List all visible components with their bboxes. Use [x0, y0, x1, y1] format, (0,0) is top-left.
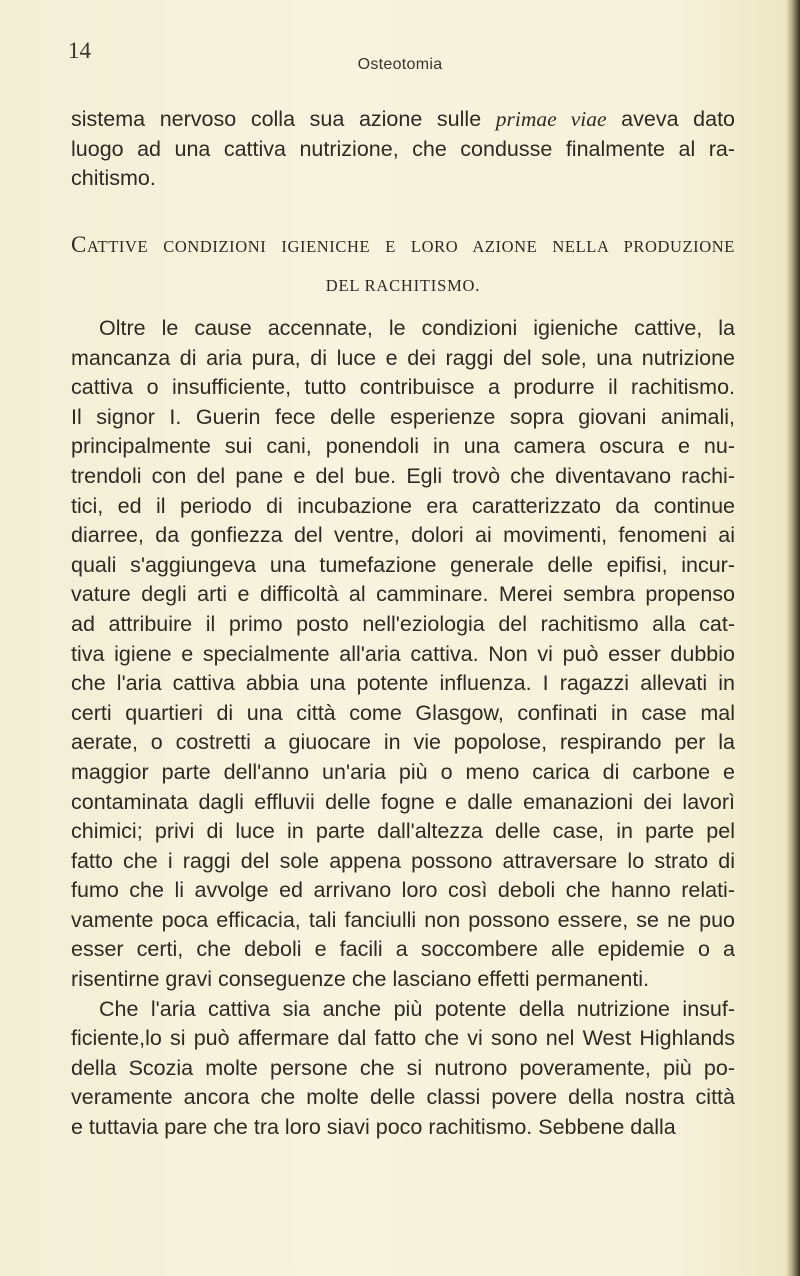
text-line: quali s'aggiungeva una tumefazione generale delle epifisi, incur-	[71, 552, 735, 577]
text-line: diarree, da gonfiezza del ventre, dolori ai movimenti, fenomeni ai	[71, 523, 735, 548]
text-line: ad attribuire il primo posto nell'eziologia del rachitismo alla cat-	[71, 611, 735, 636]
text-line: vature degli arti e difficoltà al camminare. Merei sembra propenso	[71, 582, 735, 607]
text-line: vamente poca efficacia, tali fanciulli non possono essere, se ne puo	[71, 907, 735, 932]
text-line: risentirne gravi conseguenze che lasciano effetti permanenti.	[71, 967, 650, 992]
text-line: veramente ancora che molte delle classi povere della nostra città	[71, 1085, 735, 1110]
text-line: chitismo.	[71, 166, 156, 191]
text-line: ficiente,lo si può affermare dal fatto che vi sono nel West Highlands	[71, 1026, 735, 1051]
text-line: luogo ad una cattiva nutrizione, che condusse finalmente al ra-	[71, 136, 735, 161]
text-line: fatto che i raggi del sole appena possono attraversare lo strato di	[71, 848, 735, 873]
running-head: Osteotomia	[357, 56, 443, 73]
page-edge-shadow	[786, 0, 800, 1276]
text-line: sistema nervoso colla sua azione sulle primae viae aveva dato	[71, 107, 736, 131]
text-line: principalmente sui cani, ponendoli in una camera oscura e nu-	[71, 434, 735, 459]
intro-paragraph	[71, 105, 735, 194]
text-line: Che l'aria cattiva sia anche più potente della nutrizione insuf-	[99, 996, 735, 1021]
text-line: della Scozia molte persone che si nutrono poveramente, più po-	[71, 1055, 735, 1080]
text-line: che l'aria cattiva abbia una potente influenza. I ragazzi allevati in	[71, 671, 735, 696]
body-paragraphs	[71, 314, 735, 1143]
text-line: esser certi, che deboli e facili a soccombere alle epidemie o a	[71, 937, 735, 962]
section-heading-line-1: CATTIVE CONDIZIONI IGIENICHE E LORO AZIONE NELLA PRODUZIONE	[71, 232, 735, 257]
text-line: certi quartieri di una città come Glasgow, confinati in case mal	[71, 700, 735, 725]
text-line: aerate, o costretti a giuocare in vie popolose, respirando per la	[71, 730, 735, 755]
text-line: tiva igiene e specialmente all'aria cattiva. Non vi può esser dubbio	[71, 641, 735, 666]
text-line: maggior parte dell'anno un'aria più o meno carica di carbone e	[71, 759, 735, 784]
text-line: chimici; privi di luce in parte dall'altezza delle case, in parte pel	[71, 819, 735, 844]
text-line: tici, ed il periodo di incubazione era caratterizzato da continue	[71, 493, 735, 518]
text-line: Oltre le cause accennate, le condizioni igieniche cattive, la	[99, 316, 735, 340]
section-heading-line-2: DEL RACHITISMO.	[325, 276, 481, 295]
text-line: contaminata dagli effluvii delle fogne e dalle emanazioni dei lavorì	[71, 789, 735, 814]
text-line: mancanza di aria pura, di luce e dei raggi del sole, una nutrizione	[71, 345, 735, 370]
text-line: cattiva o insufficiente, tutto contribuisce a produrre il rachitismo.	[71, 375, 735, 400]
page-number: 14	[68, 38, 91, 63]
text-line: fumo che li avvolge ed arrivano loro così deboli che hanno relati-	[71, 878, 735, 903]
text-line: trendoli con del pane e del bue. Egli trovò che diventavano rachi-	[71, 463, 735, 488]
text-line: Il signor I. Guerin fece delle esperienze sopra giovani animali,	[71, 404, 735, 429]
text-line: e tuttavia pare che tra loro siavi poco rachitismo. Sebbene dalla	[71, 1115, 676, 1140]
